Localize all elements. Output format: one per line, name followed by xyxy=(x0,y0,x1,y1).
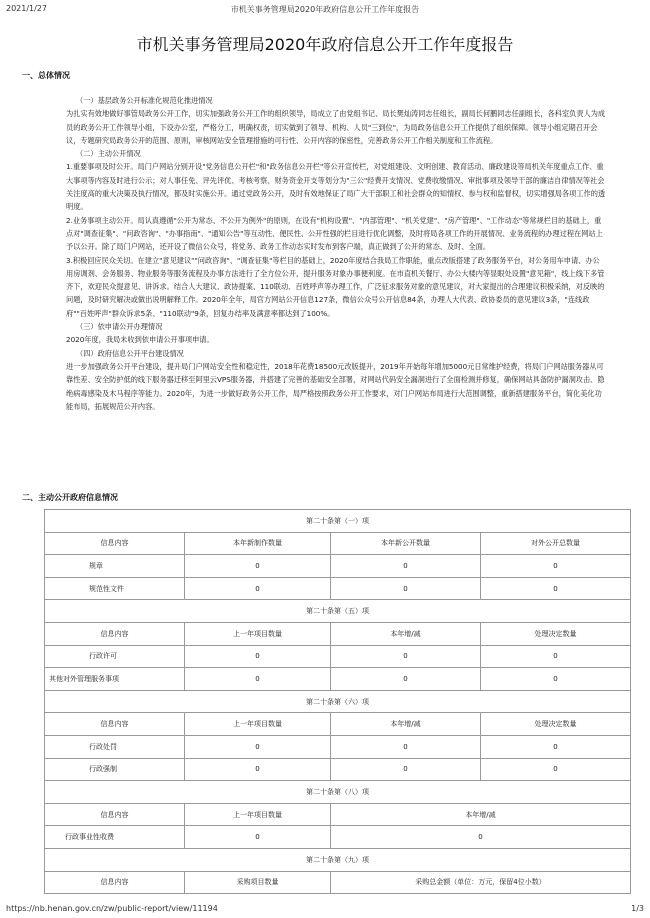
column-header: 本年增/减 xyxy=(331,803,631,826)
paragraph-platform: 进一步加强政务公开平台建设，提升局门户网站安全性和稳定性，2018年花费18500元改版提升，2019年开始每年增加5000元日常维护经费，将局门户网站服务器从可靠性差、安全防护低的线下服务器迁移至阿里云VPS服务器，并搭建了完善的基础安全部署，对网站代码安全漏洞进行了全面检测并修复，确保网站具备防护漏洞攻击、隐绝病毒感染及木马程序等能力。2020年，为进一步做好政务公开工作，局严格按照政务公开工作要求，对门户网站布局进行大范围调整，重新搭建服务平台，简化美化功能布局，拓展规范公开内容。 xyxy=(66,361,605,411)
column-header: 信息内容 xyxy=(45,871,185,894)
subheading-active-disclosure: （二）主动公开情况 xyxy=(76,149,141,159)
section-heading-active-info: 二、主动公开政府信息情况 xyxy=(22,493,118,502)
table-cell: 0 xyxy=(331,555,481,578)
table-cell: 0 xyxy=(185,826,331,849)
column-header: 采购项目数量 xyxy=(185,871,331,894)
table-cell: 0 xyxy=(331,826,631,849)
table-row xyxy=(45,826,631,849)
table-cell: 0 xyxy=(185,555,331,578)
column-header: 本年增/减 xyxy=(331,713,481,736)
row-label: 行政事业性收费 xyxy=(45,826,185,849)
column-header: 上一年项目数量 xyxy=(185,713,331,736)
row-label: 规范性文件 xyxy=(45,577,185,600)
print-page-number: 1/3 xyxy=(631,904,644,913)
table-row xyxy=(45,645,631,668)
column-header: 信息内容 xyxy=(45,622,185,645)
table-row xyxy=(45,758,631,781)
page-title: 市机关事务管理局2020年政府信息公开工作年度报告 xyxy=(136,35,514,54)
column-header: 本年新公开数量 xyxy=(331,532,481,555)
table-cell: 0 xyxy=(481,577,631,600)
table-cell: 0 xyxy=(481,735,631,758)
column-header: 对外公开总数量 xyxy=(481,532,631,555)
column-header: 处理决定数量 xyxy=(481,713,631,736)
table-cell: 0 xyxy=(185,577,331,600)
paragraph-organization: 为扎实有效地做好事管局政务公开工作，切实加强政务公开工作的组织领导，局成立了由党组书记、局长樊灿涛同志任组长，副局长何鹏同志任副组长，各科室负责人为成员的政务公开工作领导小组，下设办公室，严格分工，明确权责，切实做到了领导、机构、人员"三到位"，为局政务信息公开工作提供了组织保障。领导小组定期召开会议，专题研究局政务公开的范围、原则，审核网站安全管理措施的可行性、公开内容的保密性，完善政务公开工作相关制度和工作流程。 xyxy=(66,109,606,145)
row-label: 行政强制 xyxy=(45,758,185,781)
column-header: 采购总金额（单位：万元，保留4位小数） xyxy=(331,871,631,894)
column-header: 信息内容 xyxy=(45,713,185,736)
table-cell: 0 xyxy=(331,758,481,781)
column-header: 上一年项目数量 xyxy=(185,803,331,826)
table-section-title: 第二十条第（六）项 xyxy=(45,690,631,713)
subheading-standardization: （一）基层政务公开标准化规范化推进情况 xyxy=(76,96,213,105)
table-cell: 0 xyxy=(185,758,331,781)
table-cell: 0 xyxy=(481,555,631,578)
subheading-on-request: （三）依申请公开办理情况 xyxy=(76,322,163,332)
column-header: 处理决定数量 xyxy=(481,622,631,645)
table-cell: 0 xyxy=(331,735,481,758)
print-header-title: 市机关事务管理局2020年政府信息公开工作年度报告 xyxy=(230,5,420,14)
table-cell: 0 xyxy=(481,645,631,668)
paragraph-business-matters: 2.业务事项主动公开。局认真遵循"公开为常态、不公开为例外"的原则，在设有"机构设置"、"内部管理"、"机关党建"、"房产管理"、"工作动态"等常规栏目的基础上，重点对"调查征集"、"问政咨询"、"办事指南"、"通知公告"等互动性、便民性、公开性强的栏目进行优化调整，及时将局各项工作的开展情况、业务流程的办理过程在网站上予以公开。除了局门户网站，还开设了微信公众号，将党务、政务工作动态实时发布到客户端，真正做到了公开的常态、及时、全面。 xyxy=(66,215,603,252)
table-section-title: 第二十条第（八）项 xyxy=(45,781,631,804)
table-row xyxy=(45,735,631,758)
column-header: 信息内容 xyxy=(45,803,185,826)
table-row xyxy=(45,577,631,600)
column-header: 本年新制作数量 xyxy=(185,532,331,555)
overview-body xyxy=(66,94,606,413)
table-section-title: 第二十条第（一）项 xyxy=(45,510,631,533)
paragraph-important-matters: 1.重要事项及时公开。局门户网站分别开设"党务信息公开栏"和"政务信息公开栏"等公开宣传栏，对党组建设、文明创建、教育活动、廉政建设等局机关年度重点工作、重大事项等内容及时进行公示；对人事任免、评先评优、考核考察、财务资金开支等划分为"三公"经费开支情况、党费收缴情况、审批事项及领导干部的廉洁自律情况等社会关注度高的重大决策及执行情况，都及时实施公开。通过党政务公开，及时有效地保证了局广大干部职工和社会群众的知情权、参与权和监督权，切实增强局各项工作的透明度。 xyxy=(66,162,606,212)
paragraph-on-request: 2020年度，我局未收到依申请公开事项申请。 xyxy=(66,335,214,345)
row-label: 行政处罚 xyxy=(45,735,185,758)
table-cell: 0 xyxy=(331,645,481,668)
table-section-title: 第二十条第（九）项 xyxy=(45,848,631,871)
table-row xyxy=(45,555,631,578)
print-date: 2021/1/27 xyxy=(6,4,48,13)
column-header: 本年增/减 xyxy=(331,622,481,645)
disclosure-table xyxy=(44,509,631,894)
column-header: 信息内容 xyxy=(45,532,185,555)
print-footer-url: https://nb.henan.gov.cn/zw/public-report/view/11194 xyxy=(6,904,218,913)
table-cell: 0 xyxy=(481,758,631,781)
row-label: 其他对外管理服务事项 xyxy=(45,668,185,691)
row-label: 规章 xyxy=(45,555,185,578)
table-cell: 0 xyxy=(185,645,331,668)
table-cell: 0 xyxy=(185,735,331,758)
table-row xyxy=(45,668,631,691)
table-cell: 0 xyxy=(481,668,631,691)
column-header: 上一年项目数量 xyxy=(185,622,331,645)
table-cell: 0 xyxy=(331,577,481,600)
row-label: 行政许可 xyxy=(45,645,185,668)
table-section-title: 第二十条第（五）项 xyxy=(45,600,631,623)
paragraph-public-concerns: 3.积极回应民众关切。在建立"意见建议""问政咨询"、"调查征集"等栏目的基础上，2020年度结合我局工作职能，重点改版搭建了政务服务平台，对公务用车申请、办公用房调剂、会务服务、物业服务等服务流程及办事方法进行了全方位公开，提升服务对象办事便利度。在市直机关餐厅、办公大楼内等显眼处设置"意见箱"，线上线下多管齐下，欢迎民众提意见、讲诉求。结合人大建议、政协提案、110联动、百姓呼声等办理工作，广泛征求服务对象的意见建议，对大家提出的合理建议积极采纳，对反映的问题，及时研究解决或做出说明解释工作。2020年全年，局官方网站公开信息127条，微信公众号公开信息84条，办理人大代表、政协委员的意见建议3条，"连线政府""百姓呼声"群众诉求5条、"110联动"9条，回复办结率及满意率都达到了100%。 xyxy=(66,255,605,318)
section-heading-overview: 一、总体情况 xyxy=(22,71,70,80)
table-cell: 0 xyxy=(185,668,331,691)
subheading-platform: （四）政府信息公开平台建设情况 xyxy=(76,348,184,358)
table-cell: 0 xyxy=(331,668,481,691)
